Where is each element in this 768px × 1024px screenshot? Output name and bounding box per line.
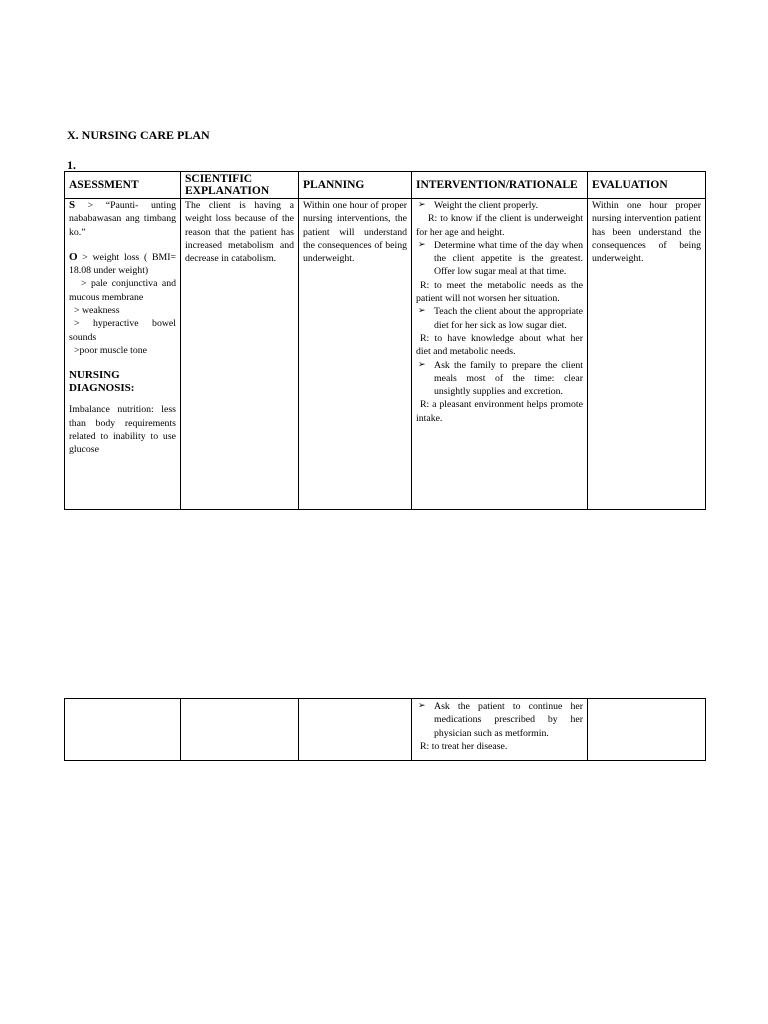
- rationale: R: to meet the metabolic needs as the patient will not worsen her situation.: [416, 279, 583, 305]
- rationale: R: to have knowledge about what her diet and metabolic needs.: [416, 332, 583, 358]
- plan-number: 1.: [67, 158, 76, 172]
- scientific-explanation-cell: The client is having a weight loss because of the reason that the patient has increased metabolism and decrease in catabolism.: [181, 199, 299, 510]
- list-item: ➢ Teach the client about the appropriate diet for her sick as low sugar diet.: [416, 305, 583, 332]
- assessment-cell-empty: [65, 699, 181, 761]
- planning-cell: Within one hour of proper nursing interventions, the patient will understand the consequences of being underweight.: [299, 199, 412, 510]
- header-assessment: ASESSMENT: [65, 172, 181, 199]
- intervention-cell: [412, 699, 588, 761]
- table-row: [65, 699, 706, 761]
- evaluation-cell: Within one hour proper nursing intervention patient has been understand the consequences of being underweight.: [588, 199, 706, 510]
- evaluation-cell-empty: [588, 699, 706, 761]
- nursing-diagnosis-label: NURSING DIAGNOSIS:: [69, 369, 135, 395]
- nursing-care-plan-table: [64, 171, 706, 510]
- intervention-cell: [412, 199, 588, 510]
- intervention-list: [416, 199, 583, 212]
- scientific-explanation-cell-empty: [181, 699, 299, 761]
- subjective-cue: S > “Paunti- unting nababawasan ang timbang ko.”: [69, 199, 176, 238]
- rationale: R: a pleasant environment helps promote intake.: [416, 399, 583, 424]
- objective-cue-item: >poor muscle tone: [74, 344, 147, 356]
- rationale: R: to treat her disease.: [420, 740, 508, 752]
- list-item: ➢ Determine what time of the day when the client appetite is the greatest. Offer low sugar meal at that time.: [416, 239, 583, 279]
- continuation-table: [64, 698, 706, 761]
- rationale: R: to know if the client is underweight for her age and height.: [416, 213, 583, 238]
- intervention-list: [416, 239, 583, 279]
- objective-cue-item: > hyperactive bowel sounds: [69, 318, 176, 343]
- header-evaluation: EVALUATION: [588, 172, 706, 199]
- intervention-list: [416, 700, 583, 740]
- header-planning: PLANNING: [299, 172, 412, 199]
- objective-cue-item: > weakness: [74, 305, 120, 317]
- assessment-cell: [65, 199, 181, 510]
- section-title: X. NURSING CARE PLAN: [67, 128, 210, 142]
- list-item: ➢ Ask the patient to continue her medications prescribed by her physician such as metformin.: [416, 700, 583, 740]
- intervention-list: [416, 359, 583, 399]
- objective-cue: O > weight loss ( BMI= 18.08 under weight): [69, 250, 176, 277]
- list-item: ➢ Ask the family to prepare the client meals most of the time: clear unsightly supplies and excretion.: [416, 359, 583, 399]
- list-item: ➢ Weight the client properly.: [416, 199, 583, 212]
- planning-cell-empty: [299, 699, 412, 761]
- header-intervention-rationale: INTERVENTION/RATIONALE: [412, 172, 588, 199]
- table-row: [65, 199, 706, 510]
- nursing-diagnosis-text: Imbalance nutrition: less than body requirements related to inability to use glucose: [69, 404, 176, 456]
- objective-cue-item: > pale conjunctiva and mucous membrane: [69, 278, 176, 303]
- header-scientific-explanation: SCIENTIFIC EXPLANATION: [181, 172, 299, 199]
- intervention-list: [416, 305, 583, 332]
- header-row: [65, 172, 706, 199]
